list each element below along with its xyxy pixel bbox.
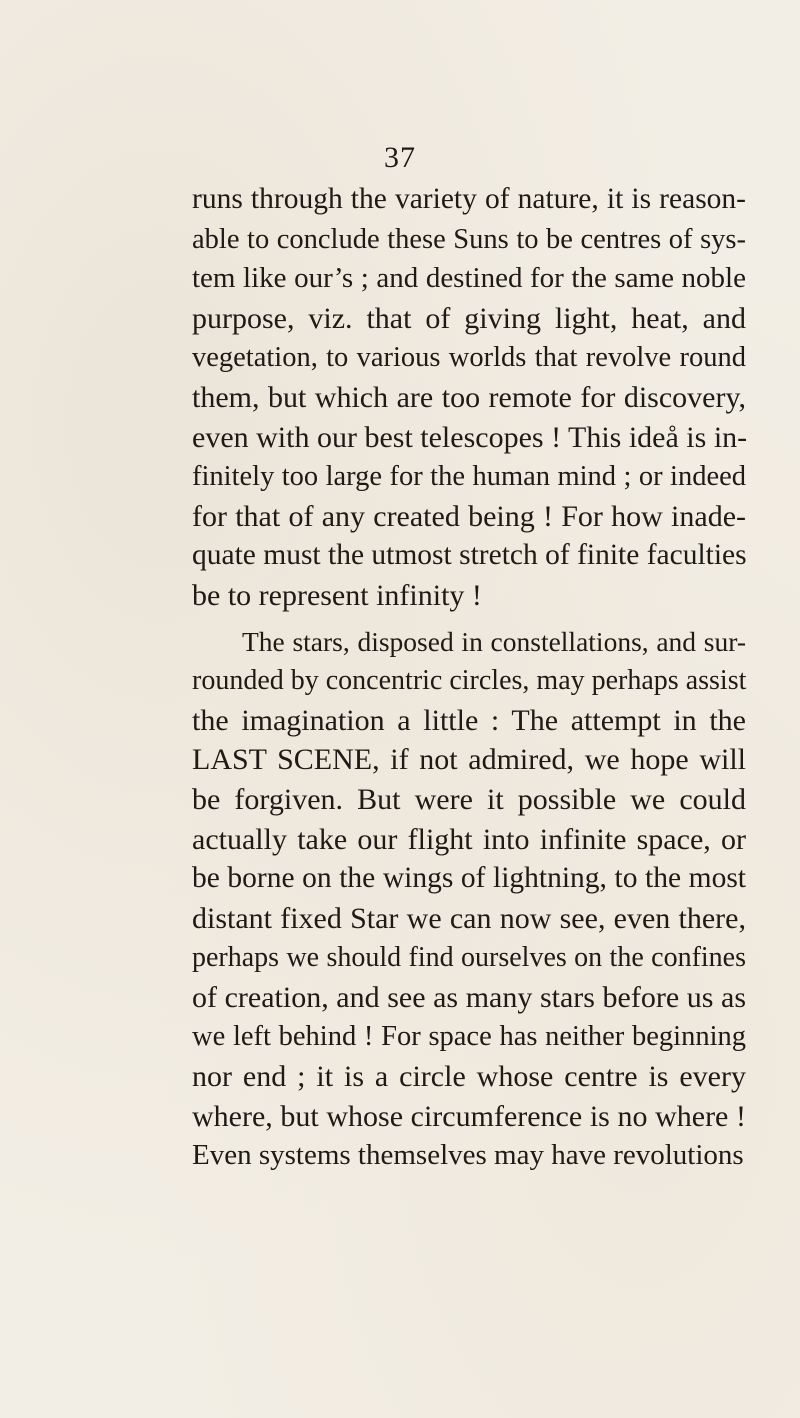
text-line: where, but whose circumference is no where ! <box>192 1099 746 1133</box>
text-line: even with our best telescopes ! This ideå is in- <box>192 420 748 454</box>
text-line: vegetation, to various worlds that revolve round <box>192 342 746 374</box>
text-line: be borne on the wings of lightning, to the most <box>192 862 746 895</box>
text-line: Even systems themselves may have revolutions <box>192 1139 744 1172</box>
text-line: nor end ; it is a circle whose centre is every <box>192 1060 746 1094</box>
text-line: the imagination a little : The attempt in the <box>192 703 746 737</box>
text-line: finitely too large for the human mind ; or indeed <box>192 461 746 493</box>
text-line: for that of any created being ! For how inade- <box>192 499 746 533</box>
text-line: we left behind ! For space has neither beginning <box>192 1021 746 1053</box>
text-line: actually take our flight into infinite space, or <box>192 822 746 856</box>
text-line: distant fixed Star we can now see, even there, <box>192 901 746 935</box>
text-line: purpose, viz. that of giving light, heat, and <box>192 301 746 335</box>
page-number: 37 <box>384 141 416 174</box>
text-line: The stars, disposed in constellations, and sur- <box>242 625 746 657</box>
text-line: them, but which are too remote for discovery, <box>192 380 746 414</box>
text-line: able to conclude these Suns to be centres of sys- <box>192 223 746 255</box>
text-line: perhaps we should find ourselves on the confines <box>192 942 746 974</box>
text-line: LAST SCENE, if not admired, we hope will <box>192 743 746 777</box>
text-line: rounded by concentric circles, may perhaps assist <box>192 665 747 697</box>
text-line: tem like our’s ; and destined for the same noble <box>192 262 746 295</box>
text-line: quate must the utmost stretch of finite faculties <box>192 539 747 572</box>
body-text <box>192 180 746 1176</box>
text-line: be to represent infinity ! <box>192 578 482 612</box>
text-line: be forgiven. But were it possible we could <box>192 782 746 816</box>
text-line: of creation, and see as many stars before us as <box>192 980 746 1014</box>
text-line: runs through the variety of nature, it is reason- <box>192 183 746 215</box>
paragraph-1 <box>192 180 746 616</box>
paragraph-2 <box>192 622 746 1176</box>
